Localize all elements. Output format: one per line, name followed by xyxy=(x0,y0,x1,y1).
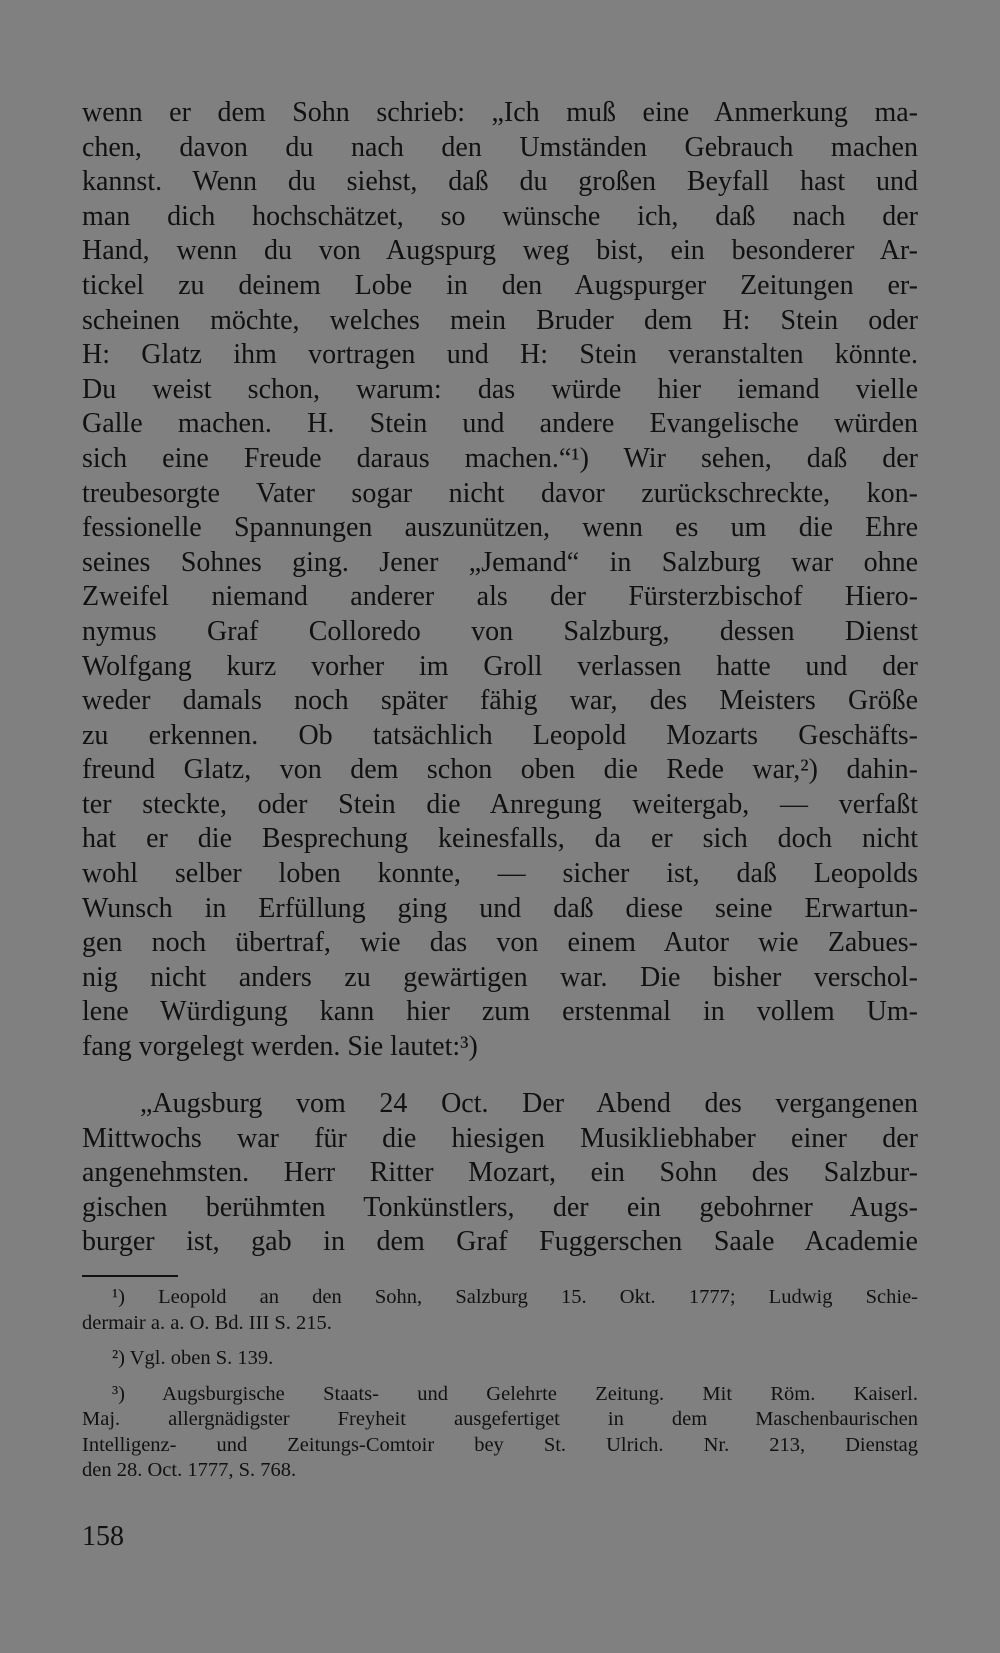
text-line: hat er die Besprechung keinesfalls, da er sich doch nicht xyxy=(82,823,918,855)
text-line: scheinen möchte, welches mein Bruder dem H: Stein oder xyxy=(82,304,918,336)
text-line: kannst. Wenn du siehst, daß du großen Beyfall hast und xyxy=(82,166,918,198)
footnote-separator xyxy=(82,1275,178,1277)
footnote-line: ³) Augsburgische Staats- und Gelehrte Zeitung. Mit Röm. Kaiserl. xyxy=(112,1382,918,1405)
text-line: wohl selber loben konnte, — sicher ist, daß Leopolds xyxy=(82,858,918,890)
footnote-1 xyxy=(82,1285,918,1336)
text-line: sich eine Freude daraus machen.“¹) Wir sehen, daß der xyxy=(82,442,918,474)
text-line: gischen berühmten Tonkünstlers, der ein gebohrner Augs- xyxy=(82,1191,918,1223)
text-line: fang vorgelegt werden. Sie lautet:³) xyxy=(82,1031,478,1063)
text-line: Wunsch in Erfüllung ging und daß diese seine Erwartun- xyxy=(82,892,918,924)
text-line: Hand, wenn du von Augspurg weg bist, ein besonderer Ar- xyxy=(82,235,918,267)
text-line: burger ist, gab in dem Graf Fuggerschen Saale Academie xyxy=(82,1226,918,1258)
footnote-3 xyxy=(82,1382,918,1484)
footnotes xyxy=(82,1285,918,1484)
text-line: freund Glatz, von dem schon oben die Rede war,²) dahin- xyxy=(82,754,918,786)
footnote-line: Maj. allergnädigster Freyheit ausgefertiget in dem Maschenbaurischen xyxy=(82,1408,918,1430)
text-line: Mittwochs war für die hiesigen Musikliebhaber einer der xyxy=(82,1122,918,1154)
page-number: 158 xyxy=(82,1521,124,1552)
footnote-line: ¹) Leopold an den Sohn, Salzburg 15. Okt. 1777; Ludwig Schie- xyxy=(112,1286,918,1308)
text-line: tickel zu deinem Lobe in den Augspurger Zeitungen er- xyxy=(82,269,918,301)
text-line: Du weist schon, warum: das würde hier iemand vielle xyxy=(82,373,918,405)
text-line: nig nicht anders zu gewärtigen war. Die bisher verschol- xyxy=(82,961,918,993)
text-line: Wolfgang kurz vorher im Groll verlassen hatte und der xyxy=(82,650,918,682)
text-line: weder damals noch später fähig war, des Meisters Größe xyxy=(82,685,918,717)
text-line: seines Sohnes ging. Jener „Jemand“ in Salzburg war ohne xyxy=(82,546,918,578)
footnote-2 xyxy=(82,1346,918,1372)
text-line: chen, davon du nach den Umständen Gebrauch machen xyxy=(82,131,918,163)
text-line: fessionelle Spannungen auszunützen, wenn es um die Ehre xyxy=(82,512,918,544)
text-line: man dich hochschätzet, so wünsche ich, daß nach der xyxy=(82,200,918,232)
text-line: gen noch übertraf, wie das von einem Autor wie Zabues- xyxy=(82,927,918,959)
text-line: „Augsburg vom 24 Oct. Der Abend des vergangenen xyxy=(140,1088,918,1119)
quote-paragraph xyxy=(82,1087,918,1260)
text-line: Zweifel niemand anderer als der Fürsterzbischof Hiero- xyxy=(82,581,918,613)
text-line: zu erkennen. Ob tatsächlich Leopold Mozarts Geschäfts- xyxy=(82,719,918,751)
footnote-line: dermair a. a. O. Bd. III S. 215. xyxy=(82,1311,332,1334)
footnote-line: den 28. Oct. 1777, S. 768. xyxy=(82,1459,297,1481)
text-line: Galle machen. H. Stein und andere Evangelische würden xyxy=(82,408,918,440)
text-line: wenn er dem Sohn schrieb: „Ich muß eine Anmerkung ma- xyxy=(82,97,918,128)
main-paragraph xyxy=(82,96,918,1065)
text-line: lene Würdigung kann hier zum erstenmal in vollem Um- xyxy=(82,996,918,1028)
text-line: angenehmsten. Herr Ritter Mozart, ein Sohn des Salzbur- xyxy=(82,1157,918,1189)
text-line: treubesorgte Vater sogar nicht davor zurückschreckte, kon- xyxy=(82,477,918,509)
footnote-line: ²) Vgl. oben S. 139. xyxy=(112,1347,274,1369)
text-line: nymus Graf Colloredo von Salzburg, dessen Dienst xyxy=(82,615,918,647)
text-line: ter steckte, oder Stein die Anregung weitergab, — verfaßt xyxy=(82,788,918,820)
text-line: H: Glatz ihm vortragen und H: Stein veranstalten könnte. xyxy=(82,339,918,371)
footnote-line: Intelligenz- und Zeitungs-Comtoir bey St. Ulrich. Nr. 213, Dienstag xyxy=(82,1433,918,1456)
